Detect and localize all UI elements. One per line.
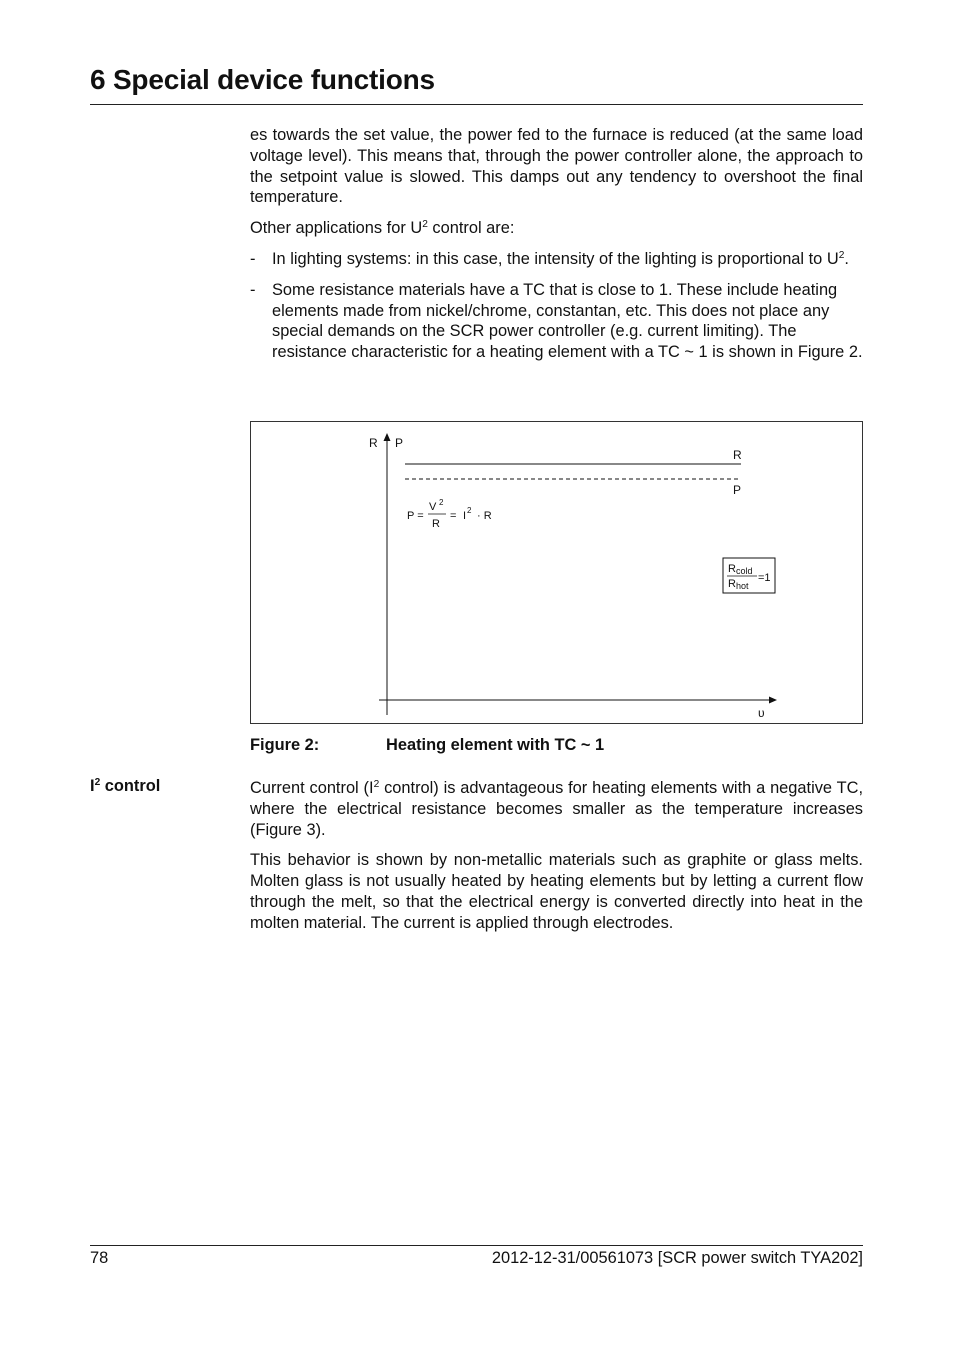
ratio-hot-sub: hot — [736, 581, 749, 591]
i2-p1-prefix: Current control (I — [250, 779, 374, 797]
other-apps-sup: 2 — [422, 219, 428, 231]
formula-v: V — [429, 501, 437, 513]
intro-paragraph: es towards the set value, the power fed to the furnace is reduced (at the same load voltage level). This means that, through the power controller alone, the approach to the setpoint value is slowed. This damps out any tendency to overshoot the final temperature. — [250, 126, 863, 207]
footer-rule — [90, 1245, 863, 1246]
page-title: 6 Special device functions — [90, 64, 435, 95]
y-axis-label-r: R — [369, 436, 378, 450]
list-item — [250, 249, 863, 270]
document-info: 2012-12-31/00561073 [SCR power switch TYA202] — [491, 1249, 863, 1267]
formula-i: I — [463, 510, 467, 522]
i2-paragraph-1 — [250, 778, 863, 840]
ratio-r-hot: R — [728, 578, 736, 590]
bullet-dash: - — [250, 280, 256, 299]
bullet-text: Some resistance materials have a TC that is close to 1. These include heating elements made from nickel/chrome, constantan, etc. This does not place any special demands on the SCR power controller (e.g. current limiting). The resistance characteristic for a heating element with a TC ~ 1 is shown in Figure 2. — [272, 280, 863, 362]
list-item — [250, 280, 863, 363]
power-line-label: P — [733, 483, 742, 497]
y-axis-label-p: P — [395, 436, 404, 450]
x-axis-label: υ — [758, 706, 765, 720]
y-axis-arrow — [384, 433, 391, 441]
text-column-i2 — [250, 778, 863, 934]
formula-v-sup: 2 — [439, 498, 444, 507]
ratio-cold-sub: cold — [736, 566, 753, 576]
section-label-rest: control — [100, 777, 161, 795]
bullet-dash: - — [250, 249, 256, 268]
section-label-i2-control — [90, 777, 160, 796]
i2-p1-suffix: control) is advantageous for heating elements with a negative TC, where the electrical resistance becomes smaller as the temperature increases (Figure 3). — [250, 779, 863, 839]
other-apps-line — [250, 218, 863, 239]
ratio-r-cold: R — [728, 563, 736, 575]
bullet-text: In lighting systems: in this case, the intensity of the lighting is proportional to U — [272, 249, 839, 268]
other-apps-suffix: control are: — [427, 219, 515, 238]
text-column-top — [250, 125, 863, 363]
section-label-i: I — [90, 777, 95, 795]
ratio-eq: =1 — [758, 572, 771, 584]
x-axis-arrow — [769, 697, 777, 704]
header-rule — [90, 104, 863, 105]
bullet-tail: . — [844, 249, 849, 268]
resistance-line-label: R — [733, 448, 742, 462]
formula-eq: = — [450, 510, 457, 522]
other-apps-prefix: Other applications for U — [250, 219, 423, 238]
page-number: 78 — [90, 1249, 109, 1267]
applications-list — [250, 249, 863, 363]
figure-caption-label: Figure 2: — [250, 736, 320, 754]
formula-dot-r: · R — [477, 510, 492, 522]
formula-p: P = — [407, 510, 424, 522]
figure-2-box — [250, 421, 863, 724]
figure-2-diagram — [251, 422, 862, 723]
section-label-sup: 2 — [94, 777, 101, 789]
formula-r: R — [432, 518, 440, 530]
i2-p1-sup: 2 — [373, 779, 380, 791]
figure-caption-text: Heating element with TC ~ 1 — [386, 736, 605, 754]
formula-i-sup: 2 — [467, 506, 472, 515]
i2-paragraph-2: This behavior is shown by non-metallic materials such as graphite or glass melts. Molten glass is not usually heated by heating elements but by letting a current flow through the melt, so that the electrical energy is converted directly into heat in the molten material. The current is applied through electrodes. — [250, 851, 863, 932]
bullet-sup: 2 — [838, 250, 845, 262]
